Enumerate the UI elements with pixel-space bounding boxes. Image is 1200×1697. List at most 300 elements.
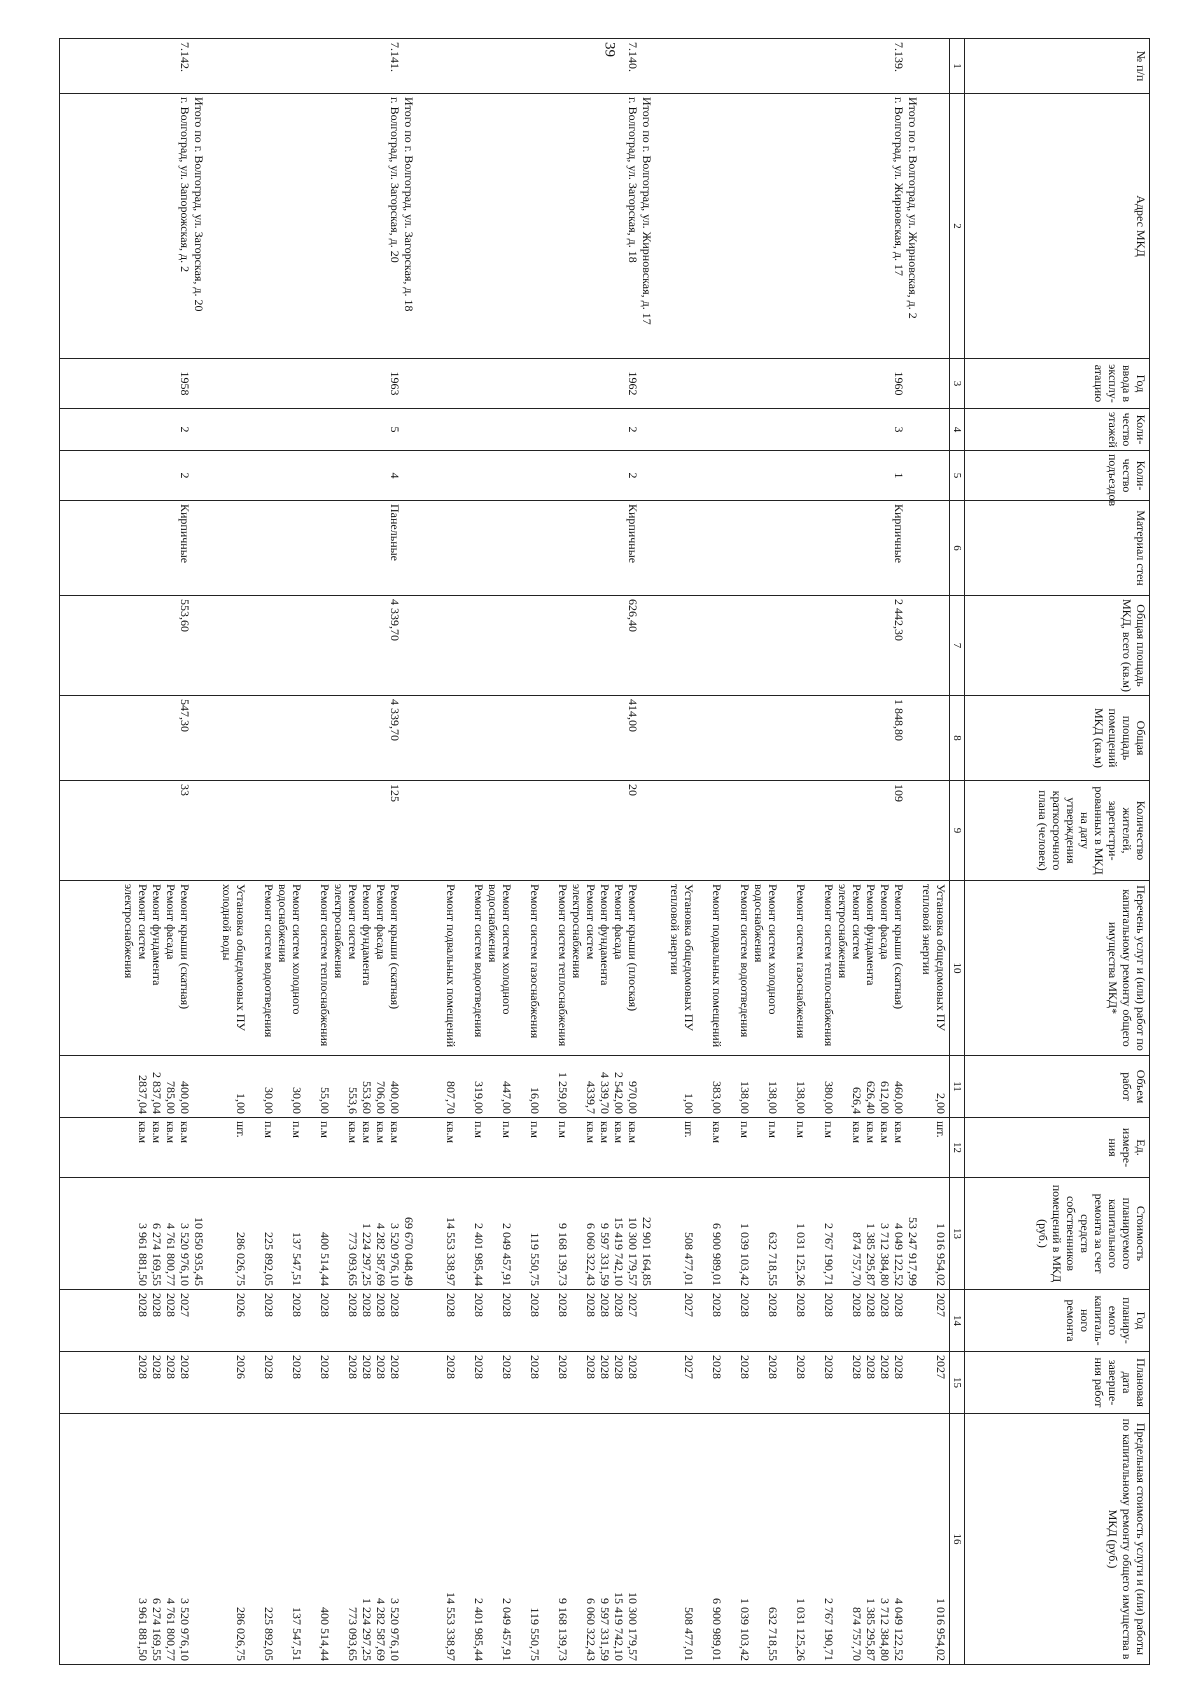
work-vol: 400,00	[178, 1081, 192, 1114]
blank-line	[136, 504, 150, 592]
blank-line	[766, 504, 780, 592]
blank-line	[696, 784, 710, 877]
blank-line	[220, 1355, 234, 1410]
blank-line	[500, 362, 514, 405]
blank-line	[206, 699, 220, 777]
blank-line	[458, 412, 472, 447]
blank-line	[318, 97, 332, 355]
address: г. Волгоград, ул. Запорожская, д. 2	[178, 97, 192, 273]
blank-line	[752, 699, 766, 777]
blank-line	[430, 454, 444, 497]
work-item: Ремонт фундамента	[150, 884, 164, 986]
work-item: Ремонт фасада	[374, 884, 388, 960]
work-unit: п.м	[794, 1121, 808, 1139]
work-d: 2028	[612, 1355, 626, 1379]
blank-line	[500, 412, 514, 447]
blank-line	[808, 599, 822, 692]
blank-line	[150, 362, 164, 405]
work-vol: 626,40	[864, 1081, 878, 1114]
blank-line	[654, 504, 668, 592]
blank-line	[248, 97, 262, 355]
blank-line	[360, 42, 374, 90]
work-limit: 4 282 587,69	[374, 1598, 388, 1661]
blank-line	[444, 42, 458, 90]
work-d: 2028	[584, 1355, 598, 1379]
blank-line	[514, 1181, 528, 1286]
subtotal-cost: 22 901 164,85	[640, 1217, 654, 1286]
blank-line	[304, 362, 318, 405]
blank-line	[318, 699, 332, 777]
row-number: 7.142.	[178, 42, 192, 72]
blank-line	[332, 1059, 346, 1114]
blank-line	[542, 504, 556, 592]
blank-line	[374, 454, 388, 497]
blank-line	[780, 1121, 794, 1174]
blank-line	[206, 454, 220, 497]
blank-line	[598, 362, 612, 405]
blank-line	[570, 412, 584, 447]
blank-line	[458, 42, 472, 90]
work-cost: 400 514,44	[318, 1232, 332, 1286]
blank-line	[248, 784, 262, 877]
row-number: 7.139.	[892, 42, 906, 72]
work-d: 2028	[472, 1355, 486, 1379]
blank-line	[696, 97, 710, 355]
blank-line	[584, 699, 598, 777]
blank-line	[514, 1121, 528, 1174]
blank-line	[710, 97, 724, 355]
year-built: 1960	[892, 371, 906, 396]
blank-line	[122, 699, 136, 777]
blank-line	[374, 599, 388, 692]
blank-line	[108, 1417, 122, 1661]
blank-line	[458, 1121, 472, 1174]
blank-line	[304, 1293, 318, 1348]
blank-line	[276, 412, 290, 447]
blank-line	[402, 1059, 416, 1114]
blank-line	[430, 412, 444, 447]
blank-line	[234, 599, 248, 692]
blank-line	[598, 599, 612, 692]
work-item: Ремонт систем водоотведения	[262, 884, 276, 1038]
work-vol: 2 542,00	[612, 1072, 626, 1114]
header-cell: Год ввода в эксплу-атацию	[965, 359, 1150, 409]
blank-line	[696, 1293, 710, 1348]
column-number: 2	[950, 94, 965, 359]
blank-line	[262, 784, 276, 877]
year-built: 1963	[388, 371, 402, 396]
blank-line	[612, 599, 626, 692]
blank-line	[458, 699, 472, 777]
blank-line	[528, 504, 542, 592]
blank-line	[206, 1417, 220, 1661]
blank-line	[850, 454, 864, 497]
blank-line	[332, 1417, 346, 1661]
work-y: 2028	[864, 1293, 878, 1317]
blank-line	[192, 1293, 206, 1348]
blank-line	[192, 599, 206, 692]
blank-line	[738, 454, 752, 497]
blank-line	[150, 97, 164, 355]
blank-line	[304, 1059, 318, 1114]
blank-line	[304, 1355, 318, 1410]
blank-line	[668, 1293, 682, 1348]
column-number: 13	[950, 1178, 965, 1290]
carry-date: 2027	[934, 1355, 948, 1379]
col-wall-material	[60, 501, 950, 596]
blank-line	[248, 412, 262, 447]
blank-line	[808, 454, 822, 497]
blank-line	[850, 362, 864, 405]
work-d: 2027	[682, 1355, 696, 1379]
column-number: 5	[950, 451, 965, 501]
blank-line	[276, 454, 290, 497]
blank-line	[108, 784, 122, 877]
blank-line	[556, 599, 570, 692]
work-limit: 3 961 881,50	[136, 1598, 150, 1661]
blank-line	[584, 97, 598, 355]
work-cost: 1 224 297,25	[360, 1223, 374, 1286]
blank-line	[332, 784, 346, 877]
blank-line	[206, 97, 220, 355]
blank-line	[836, 454, 850, 497]
blank-line	[276, 504, 290, 592]
blank-line	[724, 362, 738, 405]
blank-line	[458, 454, 472, 497]
work-unit: кв.м	[164, 1121, 178, 1144]
blank-line	[248, 1417, 262, 1661]
blank-line	[822, 42, 836, 90]
blank-line	[444, 412, 458, 447]
blank-line	[528, 784, 542, 877]
blank-line	[766, 784, 780, 877]
blank-line	[486, 1293, 500, 1348]
wall-material: Кирпичные	[892, 504, 906, 564]
blank-line	[934, 454, 948, 497]
address: г. Волгоград, ул. Загорская, д. 18	[626, 97, 640, 263]
blank-line	[752, 97, 766, 355]
blank-line	[752, 1417, 766, 1661]
blank-line	[682, 454, 696, 497]
blank-line	[248, 504, 262, 592]
work-unit: кв.м	[136, 1121, 150, 1144]
blank-line	[738, 362, 752, 405]
blank-line	[458, 1181, 472, 1286]
blank-line	[836, 699, 850, 777]
work-unit: шт.	[682, 1121, 696, 1138]
work-vol: 626,4	[850, 1087, 864, 1114]
blank-line	[878, 599, 892, 692]
blank-line	[640, 1293, 654, 1348]
blank-line	[472, 97, 486, 355]
blank-line	[192, 1355, 206, 1410]
work-y: 2028	[164, 1293, 178, 1317]
work-vol: 785,00	[164, 1081, 178, 1114]
blank-line	[500, 42, 514, 90]
blank-line	[878, 42, 892, 90]
rooms-area: 4 339,70	[388, 699, 402, 741]
col-residents	[60, 781, 950, 881]
blank-line	[570, 504, 584, 592]
blank-line	[724, 1059, 738, 1114]
blank-line	[906, 1293, 920, 1348]
blank-line	[164, 362, 178, 405]
blank-line	[248, 1121, 262, 1174]
blank-line	[374, 362, 388, 405]
blank-line	[430, 784, 444, 877]
blank-line	[850, 412, 864, 447]
blank-line	[360, 412, 374, 447]
wall-material: Кирпичные	[626, 504, 640, 564]
blank-line	[262, 362, 276, 405]
blank-line	[402, 884, 416, 1052]
header-cell: Ед. измере-ния	[965, 1118, 1150, 1178]
blank-line	[850, 42, 864, 90]
work-item: Ремонт систем электроснабжения	[122, 884, 150, 979]
header-cell: Плановая дата заверше-ния работ	[965, 1352, 1150, 1414]
work-cost: 2 767 190,71	[822, 1223, 836, 1286]
blank-line	[108, 599, 122, 692]
work-item: Ремонт систем холодного водоснабжения	[486, 884, 514, 1015]
floors: 5	[388, 426, 402, 433]
work-unit: кв.м	[374, 1121, 388, 1144]
blank-line	[696, 1181, 710, 1286]
blank-line	[360, 784, 374, 877]
blank-line	[836, 1293, 850, 1348]
blank-line	[108, 1121, 122, 1174]
blank-line	[416, 1417, 430, 1661]
blank-line	[780, 1059, 794, 1114]
blank-line	[374, 784, 388, 877]
blank-line	[374, 412, 388, 447]
blank-line	[248, 1293, 262, 1348]
blank-line	[542, 1355, 556, 1410]
blank-line	[472, 784, 486, 877]
blank-line	[122, 1121, 136, 1174]
header-cell: Год планиру-емого капиталь-ного ремонта	[965, 1290, 1150, 1352]
work-item: Ремонт фундамента	[598, 884, 612, 986]
blank-line	[430, 699, 444, 777]
work-limit: 3 520 976,10	[388, 1598, 402, 1661]
blank-line	[570, 454, 584, 497]
work-item: Ремонт систем холодного водоснабжения	[752, 884, 780, 1015]
work-y: 2028	[290, 1293, 304, 1317]
work-item: Ремонт систем газоснабжения	[528, 884, 542, 1039]
work-y: 2028	[318, 1293, 332, 1317]
page-number: 39	[601, 42, 618, 57]
blank-line	[794, 504, 808, 592]
blank-line	[486, 699, 500, 777]
work-d: 2028	[710, 1355, 724, 1379]
blank-line	[136, 699, 150, 777]
work-limit: 632 718,55	[766, 1607, 780, 1661]
blank-line	[416, 699, 430, 777]
blank-line	[276, 1059, 290, 1114]
work-item: Ремонт систем холодного водоснабжения	[276, 884, 304, 1015]
work-limit: 1 385 295,87	[864, 1598, 878, 1661]
work-limit: 9 597 331,59	[598, 1598, 612, 1661]
work-cost: 15 419 742,10	[612, 1217, 626, 1286]
work-item: Ремонт фундамента	[864, 884, 878, 986]
work-limit: 1 224 297,25	[360, 1598, 374, 1661]
blank-line	[682, 599, 696, 692]
blank-line	[878, 504, 892, 592]
work-vol: 1,00	[682, 1093, 696, 1114]
blank-line	[430, 1181, 444, 1286]
work-y: 2028	[528, 1293, 542, 1317]
blank-line	[192, 1121, 206, 1174]
blank-line	[276, 97, 290, 355]
blank-line	[500, 504, 514, 592]
subtotal-cost: 69 670 048,49	[402, 1217, 416, 1286]
blank-line	[332, 1293, 346, 1348]
blank-line	[780, 454, 794, 497]
blank-line	[458, 1293, 472, 1348]
blank-line	[416, 454, 430, 497]
work-unit: п.м	[738, 1121, 752, 1139]
work-unit: п.м	[290, 1121, 304, 1139]
column-number: 15	[950, 1352, 965, 1414]
header-cell: Количество жителей, зарегистри-рованных в МКД на дату утверждения краткосрочного плана (человек)	[965, 781, 1150, 881]
blank-line	[360, 699, 374, 777]
blank-line	[234, 412, 248, 447]
blank-line	[402, 784, 416, 877]
blank-line	[542, 362, 556, 405]
blank-line	[906, 1059, 920, 1114]
blank-line	[248, 599, 262, 692]
work-cost: 3 520 976,10	[178, 1223, 192, 1286]
blank-line	[206, 1121, 220, 1174]
work-limit: 137 547,51	[290, 1607, 304, 1661]
blank-line	[668, 1181, 682, 1286]
blank-line	[864, 504, 878, 592]
work-item: Ремонт систем теплоснабжения	[556, 884, 570, 1047]
column-number: 10	[950, 881, 965, 1056]
work-item: Ремонт фасада	[164, 884, 178, 960]
blank-line	[640, 42, 654, 90]
blank-line	[318, 784, 332, 877]
blank-line	[444, 454, 458, 497]
work-limit: 3 712 384,80	[878, 1598, 892, 1661]
work-unit: п.м	[528, 1121, 542, 1139]
blank-line	[514, 454, 528, 497]
blank-line	[794, 599, 808, 692]
rooms-area: 1 848,80	[892, 699, 906, 741]
blank-line	[248, 454, 262, 497]
blank-line	[346, 504, 360, 592]
blank-line	[836, 599, 850, 692]
work-limit: 6 900 989,01	[710, 1598, 724, 1661]
blank-line	[738, 412, 752, 447]
blank-line	[430, 504, 444, 592]
blank-line	[276, 599, 290, 692]
blank-line	[738, 599, 752, 692]
blank-line	[360, 362, 374, 405]
blank-line	[192, 784, 206, 877]
work-vol: 16,00	[528, 1087, 542, 1114]
blank-line	[374, 42, 388, 90]
blank-line	[136, 599, 150, 692]
blank-line	[640, 1121, 654, 1174]
work-cost: 773 093,65	[346, 1232, 360, 1286]
blank-line	[654, 1121, 668, 1174]
blank-line	[668, 362, 682, 405]
blank-line	[528, 699, 542, 777]
blank-line	[668, 1355, 682, 1410]
blank-line	[654, 699, 668, 777]
work-y: 2028	[136, 1293, 150, 1317]
header-row	[965, 39, 1150, 1665]
blank-line	[920, 454, 934, 497]
blank-line	[752, 42, 766, 90]
blank-line	[920, 784, 934, 877]
blank-line	[486, 454, 500, 497]
blank-line	[514, 1355, 528, 1410]
blank-line	[458, 1059, 472, 1114]
blank-line	[276, 1293, 290, 1348]
blank-line	[640, 362, 654, 405]
work-d: 2028	[892, 1355, 906, 1379]
blank-line	[752, 784, 766, 877]
blank-line	[682, 699, 696, 777]
blank-line	[290, 362, 304, 405]
blank-line	[528, 599, 542, 692]
blank-line	[430, 362, 444, 405]
residents: 109	[892, 784, 906, 802]
blank-line	[332, 97, 346, 355]
blank-line	[668, 454, 682, 497]
col-address	[60, 94, 950, 359]
work-y: 2028	[374, 1293, 388, 1317]
blank-line	[654, 1181, 668, 1286]
work-unit: п.м	[822, 1121, 836, 1139]
blank-line	[598, 42, 612, 90]
blank-line	[738, 504, 752, 592]
address: г. Волгоград, ул. Загорская, д. 20	[388, 97, 402, 263]
total-area: 4 339,70	[388, 599, 402, 641]
blank-line	[794, 699, 808, 777]
blank-line	[486, 362, 500, 405]
blank-line	[556, 412, 570, 447]
blank-line	[808, 1417, 822, 1661]
blank-line	[724, 1355, 738, 1410]
blank-line	[332, 454, 346, 497]
work-unit: кв.м	[850, 1121, 864, 1144]
work-vol: 612,00	[878, 1081, 892, 1114]
blank-line	[808, 699, 822, 777]
work-d: 2028	[444, 1355, 458, 1379]
header-cell: Общая площадь помещений МКД (кв.м)	[965, 696, 1150, 781]
blank-line	[780, 1355, 794, 1410]
blank-line	[276, 1417, 290, 1661]
blank-line	[542, 1181, 556, 1286]
blank-line	[332, 42, 346, 90]
carry-limit: 1 016 954,02	[934, 1598, 948, 1661]
work-y: 2027	[178, 1293, 192, 1317]
blank-line	[486, 1059, 500, 1114]
work-cost: 119 550,75	[528, 1232, 542, 1286]
blank-line	[108, 884, 122, 1052]
work-limit: 508 477,01	[682, 1607, 696, 1661]
blank-line	[766, 599, 780, 692]
work-y: 2028	[472, 1293, 486, 1317]
blank-line	[696, 42, 710, 90]
work-y: 2028	[794, 1293, 808, 1317]
blank-line	[542, 412, 556, 447]
blank-line	[584, 454, 598, 497]
blank-line	[220, 1121, 234, 1174]
blank-line	[360, 454, 374, 497]
